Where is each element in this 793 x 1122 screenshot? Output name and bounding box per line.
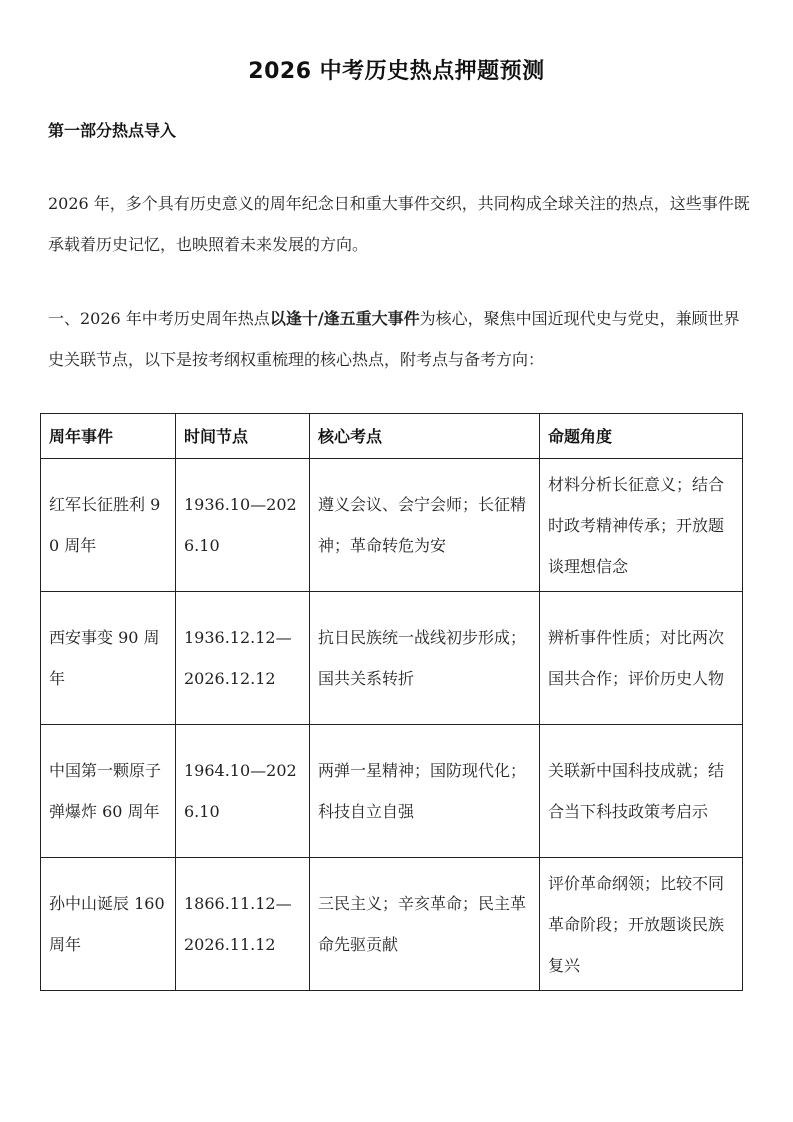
cell-time: 1936.12.12—2026.12.12 — [176, 592, 310, 725]
cell-event: 红军长征胜利 90 周年 — [41, 459, 176, 592]
lead-paragraph — [48, 298, 750, 380]
header-time-point: 时间节点 — [176, 414, 310, 459]
section-heading: 第一部分热点导入 — [48, 121, 177, 140]
table-row — [41, 592, 743, 725]
cell-question-angle: 辨析事件性质；对比两次国共合作；评价历史人物 — [540, 592, 743, 725]
table-row — [41, 858, 743, 991]
cell-question-angle: 评价革命纲领；比较不同革命阶段；开放题谈民族复兴 — [540, 858, 743, 991]
table-row — [41, 459, 743, 592]
header-question-angle: 命题角度 — [540, 414, 743, 459]
cell-time: 1964.10—2026.10 — [176, 725, 310, 858]
cell-event: 中国第一颗原子弹爆炸 60 周年 — [41, 725, 176, 858]
cell-event: 西安事变 90 周年 — [41, 592, 176, 725]
cell-event: 孙中山诞辰 160 周年 — [41, 858, 176, 991]
hotspot-table — [40, 413, 743, 991]
intro-paragraph: 2026 年，多个具有历史意义的周年纪念日和重大事件交织，共同构成全球关注的热点，这些事件既承载着历史记忆，也映照着未来发展的方向。 — [48, 194, 750, 254]
cell-question-angle: 关联新中国科技成就；结合当下科技政策考启示 — [540, 725, 743, 858]
cell-time: 1866.11.12—2026.11.12 — [176, 858, 310, 991]
cell-question-angle: 材料分析长征意义；结合时政考精神传承；开放题谈理想信念 — [540, 459, 743, 592]
table-header-row — [41, 414, 743, 459]
lead-text-start: 一、2026 年中考历史周年热点 — [48, 309, 270, 328]
hotspot-table-wrapper — [40, 413, 743, 991]
lead-emphasis: 以逢十/逢五重大事件 — [269, 309, 420, 328]
cell-core-points: 三民主义；辛亥革命；民主革命先驱贡献 — [310, 858, 540, 991]
table-row — [41, 725, 743, 858]
cell-core-points: 两弹一星精神；国防现代化；科技自立自强 — [310, 725, 540, 858]
page-title: 2026 中考历史热点押题预测 — [248, 59, 545, 84]
header-core-points: 核心考点 — [310, 414, 540, 459]
cell-core-points: 遵义会议、会宁会师；长征精神；革命转危为安 — [310, 459, 540, 592]
cell-time: 1936.10—2026.10 — [176, 459, 310, 592]
header-anniversary-event: 周年事件 — [41, 414, 176, 459]
cell-core-points: 抗日民族统一战线初步形成；国共关系转折 — [310, 592, 540, 725]
lead-text-end: 为核心，聚焦中国近现代史与党史，兼顾世界史关联节点，以下是按考纲权重梳理的核心热点，附考点与备考方向： — [48, 309, 740, 369]
